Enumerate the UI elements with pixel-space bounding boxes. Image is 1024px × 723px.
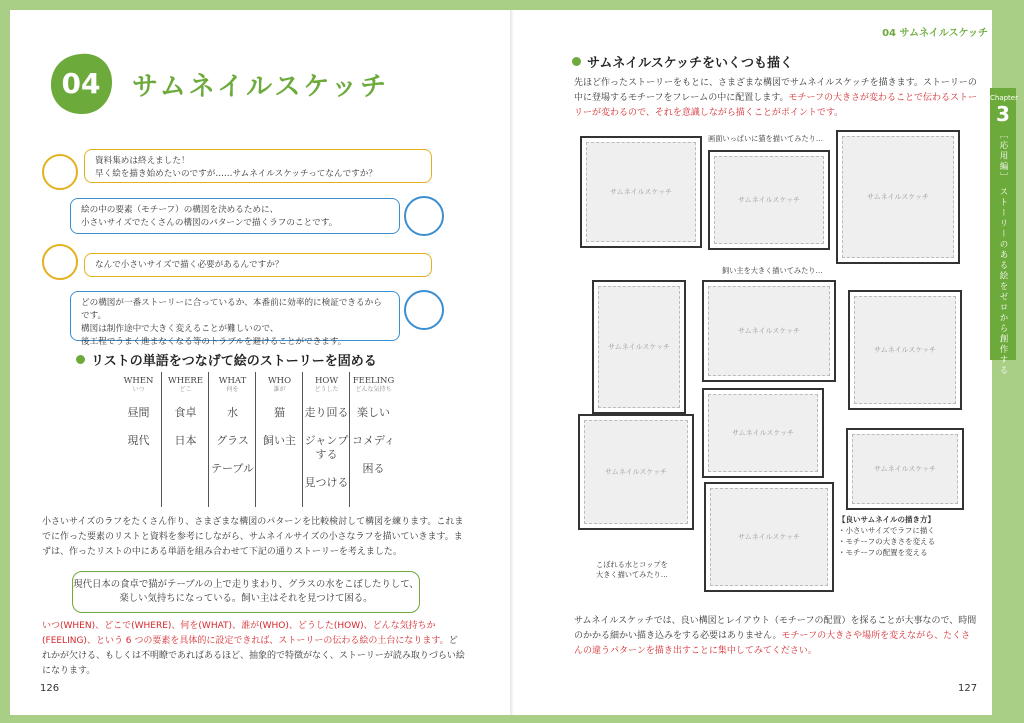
sketch-art-9: サムネイルスケッチ [852, 434, 958, 504]
word-item: 走り回る [304, 406, 349, 419]
sketch-art-5: サムネイルスケッチ [708, 286, 830, 376]
sketch-art-3: サムネイルスケッチ [842, 136, 954, 258]
sketch-art-4: サムネイルスケッチ [598, 286, 680, 408]
word-item: 困る [362, 462, 385, 475]
word-item: 食卓 [174, 406, 197, 419]
word-item: 日本 [174, 434, 197, 447]
word-column-sub: 何を [226, 386, 239, 393]
word-item: 見つける [304, 476, 349, 489]
dialogue-text-2: 絵の中の要素（モチーフ）の構図を決めるために、 小さいサイズでたくさんの構図のパターンで描くラフのことです。 [81, 205, 338, 228]
right-section-heading [572, 52, 793, 71]
right-intro-text: 先ほど作ったストーリーをもとに、さまざまな構図でサムネイルスケッチを描きます。ストーリーの中に登場するモチーフをフレームの中に配置します。 [574, 78, 977, 103]
side-tab-vertical-text: ストーリーのある絵をゼロから創作する [998, 186, 1008, 376]
girl-avatar-icon [42, 154, 78, 190]
right-intro [574, 76, 978, 121]
tip-item-2: ・モチーフの大きさを変える [838, 537, 936, 546]
sketch-frame-4 [592, 280, 686, 414]
dialogue-bubble-answer-2 [70, 291, 400, 347]
left-page-number: 126 [40, 683, 60, 694]
word-item: 猫 [274, 406, 285, 419]
sketch-art-2: サムネイルスケッチ [714, 156, 824, 244]
word-column-how [303, 372, 350, 507]
sketch-art-6: サムネイルスケッチ [854, 296, 956, 404]
right-section-heading-text: サムネイルスケッチをいくつも描く [587, 56, 794, 71]
word-column-sub: どうした [314, 386, 339, 393]
right-page-number: 127 [958, 683, 978, 694]
dialogue-bubble-answer-1 [70, 198, 400, 234]
word-column-when [115, 372, 162, 507]
dialogue-bubble-question-1 [84, 149, 432, 183]
tips-box [838, 514, 958, 558]
sketch-frame-8 [702, 388, 824, 478]
sketch-frame-7 [578, 414, 694, 530]
word-column-head: WHO [267, 376, 292, 386]
chapter-title [48, 52, 468, 116]
word-column-head: WHERE [168, 376, 203, 386]
dialogue-text-4: どの構図が一番ストーリーに合っているか、本番前に効率的に検証できるからです。 構図は制作途中で大きく変えることが難しいので、 後工程でうまく進まなくなる等のトラブルを避けることができます。 [81, 298, 382, 347]
running-header: 04 サムネイルスケッチ [882, 28, 988, 39]
sketch-frame-1 [580, 136, 702, 248]
word-item: テーブル [210, 462, 254, 475]
dialogue-bubble-question-2 [84, 253, 432, 277]
chapter-number: 04 [61, 67, 101, 100]
word-item: 水 [227, 406, 238, 419]
teacher-avatar-icon [404, 196, 444, 236]
word-item: 飼い主 [263, 434, 296, 447]
word-item: 楽しい [357, 406, 390, 419]
word-column-sub: いつ [132, 386, 145, 393]
sketch-note-2: 飼い主を大きく描いてみたり… [722, 266, 823, 275]
word-column-head: FEELING [352, 376, 395, 386]
paragraph-2-highlight: いつ(WHEN)、どこで(WHERE)、何を(WHAT)、誰が(WHO)、どうした(HOW)、どんな気持ちか(FEELING)、という 6 つの要素を具体的に設定できれば、ストーリーの伝わる絵の土台になります。 [42, 621, 449, 646]
tip-item-3: ・モチーフの配置を変える [838, 548, 928, 557]
sketch-art-7: サムネイルスケッチ [584, 420, 688, 524]
sketch-frame-2 [708, 150, 830, 250]
girl-avatar-icon-2 [42, 244, 78, 280]
word-column-what [209, 372, 256, 507]
left-section-heading [76, 350, 377, 369]
side-tab-chapter: Chapter [990, 94, 1018, 102]
paragraph-1: 小さいサイズのラフをたくさん作り、さまざまな構図のパターンを比較検討して構図を練ります。これまでに作った要素のリストと資料を参考にしながら、サムネイルサイズの小さなラフを描いていきます。まずは、作ったリストの中にある単語を組み合わせて下記の通りストーリーを考えました。 [42, 517, 464, 557]
sketch-frame-5 [702, 280, 836, 382]
right-intro-highlight: モチーフの大きさが変わることで伝わるストーリーが変わるので、それを意識しながら描くことがポイントです。 [574, 93, 978, 118]
word-column-feeling [350, 372, 397, 507]
sketch-art-10: サムネイルスケッチ [710, 488, 828, 586]
sketch-frame-6 [848, 290, 962, 410]
chapter-side-tab [990, 88, 1018, 376]
bullet-icon [76, 355, 85, 364]
word-item: コメディ [351, 434, 396, 447]
side-tab-number: 3 [996, 102, 1010, 126]
story-text: 現代日本の食卓で猫がテーブルの上で走りまわり、グラスの水をこぼしたりして、 楽しい気持ちになっている。飼い主はそれを見つけて困る。 [73, 579, 419, 604]
bullet-icon-2 [572, 57, 581, 66]
right-outro [574, 614, 978, 659]
right-outro-text: サムネイルスケッチでは、良い構図とレイアウト（モチーフの配置）を探ることが大事なので、時間のかかる細かい描き込みをする必要はありません。 [574, 616, 977, 641]
sketch-art-8: サムネイルスケッチ [708, 394, 818, 472]
word-item: グラス [216, 434, 249, 447]
tips-title: 【良いサムネイルの描き方】 [838, 515, 935, 524]
dialogue-text-3: なんで小さいサイズで描く必要があるんですか？ [95, 260, 284, 270]
word-column-sub: どんな気持ち [355, 386, 392, 393]
sketch-note-3: こぼれる水とコップを 大きく描いてみたり… [596, 560, 668, 579]
sketch-frame-3 [836, 130, 960, 264]
book-spine [510, 10, 514, 715]
tip-item-1: ・小さいサイズでラフに描く [838, 526, 935, 535]
sketch-frame-10 [704, 482, 834, 592]
word-column-head: WHAT [218, 376, 247, 386]
word-column-sub: どこ [179, 386, 192, 393]
left-section-heading-text: リストの単語をつなげて絵のストーリーを固める [91, 354, 377, 369]
word-item: 現代 [127, 434, 150, 447]
word-column-who [256, 372, 303, 507]
word-column-sub: 誰が [273, 386, 286, 393]
sketch-frame-9 [846, 428, 964, 510]
dialogue-text-1: 資料集めは終えました！ 早く絵を描き始めたいのですが……サムネイルスケッチってなんですか？ [95, 156, 377, 179]
sketch-note-1: 画面いっぱいに猫を描いてみたり… [708, 134, 824, 143]
paragraph-2-rest: どれかが欠ける、もしくは不明瞭であればあるほど、抽象的で特徴がなく、ストーリーが読み取りづらい絵になります。 [42, 636, 465, 676]
word-column-head: HOW [314, 376, 339, 386]
paragraph-2 [42, 619, 466, 679]
word-table [115, 372, 401, 507]
side-tab-label: ［応用編］ [998, 130, 1008, 183]
sketch-art-1: サムネイルスケッチ [586, 142, 696, 242]
chapter-heading: サムネイルスケッチ [132, 72, 390, 102]
word-item: ジャンプする [304, 434, 349, 461]
word-column-where [162, 372, 209, 507]
story-box [72, 571, 420, 613]
word-item: 昼間 [127, 406, 150, 419]
right-outro-highlight: モチーフの大きさや場所を変えながら、たくさんの違うパターンを描き出すことに集中してみてください。 [574, 631, 971, 656]
word-column-head: WHEN [123, 376, 154, 386]
teacher-avatar-icon-2 [404, 290, 444, 330]
